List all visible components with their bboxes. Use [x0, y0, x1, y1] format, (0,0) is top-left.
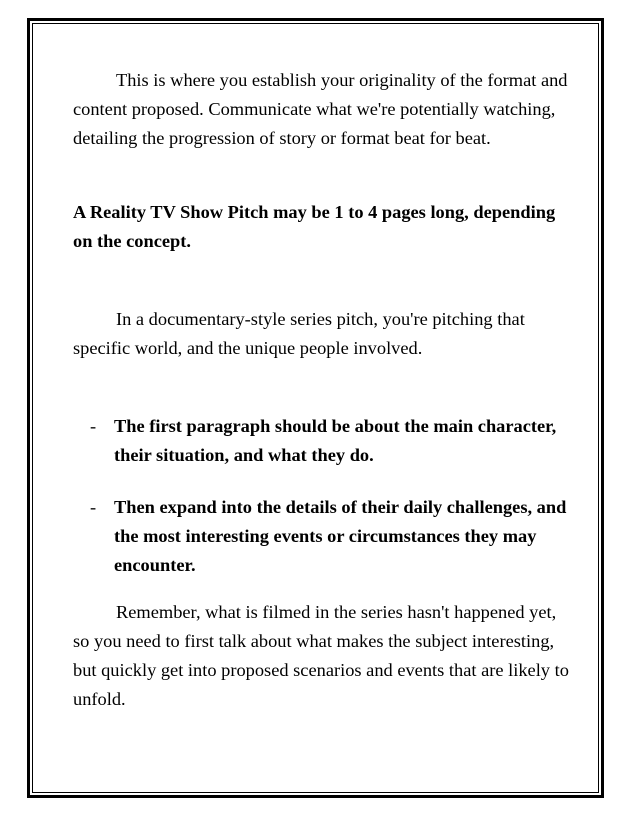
- list-dash: -: [90, 497, 97, 517]
- list-item-text: The first paragraph should be about the main character, their situation, and what they do.: [114, 416, 557, 465]
- page-content: [73, 66, 573, 714]
- remember-paragraph: Remember, what is filmed in the series hasn't happened yet, so you need to first talk about what makes the subject interesting, but quickly get into proposed scenarios and events that are likely to unfold.: [73, 602, 569, 710]
- intro-paragraph: This is where you establish your originality of the format and content proposed. Communicate what we're potentially watching, detailing the progression of story or format beat for beat.: [73, 70, 568, 148]
- list-item-text: Then expand into the details of their daily challenges, and the most interesting events or circumstances they may encounter.: [114, 497, 567, 575]
- list-item: [73, 493, 573, 580]
- guideline-list: [73, 412, 573, 580]
- list-item: [73, 412, 573, 470]
- list-dash: -: [90, 416, 97, 436]
- documentary-paragraph: In a documentary-style series pitch, you're pitching that specific world, and the unique people involved.: [73, 309, 525, 358]
- pitch-length-note: A Reality TV Show Pitch may be 1 to 4 pages long, depending on the concept.: [73, 202, 556, 251]
